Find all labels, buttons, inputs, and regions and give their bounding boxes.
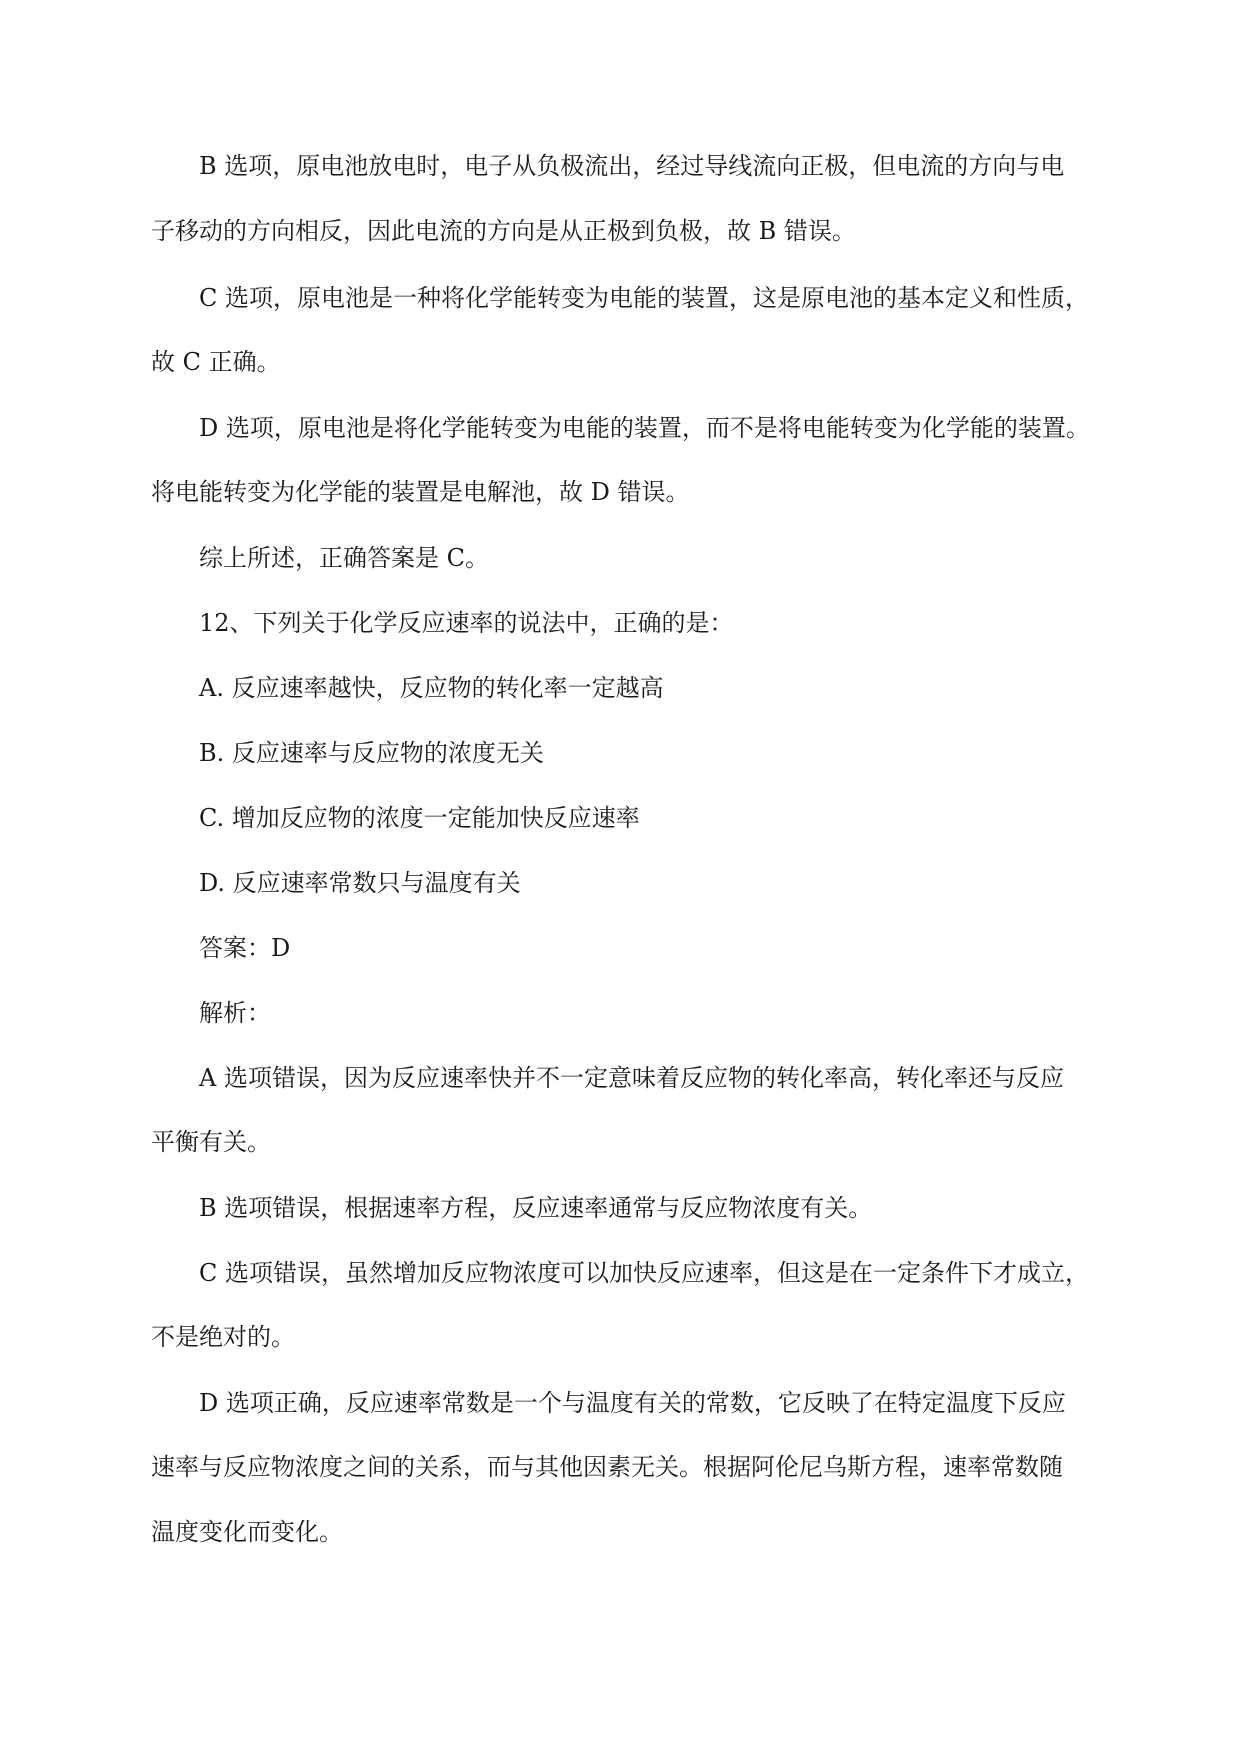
- paragraph-d-option-line-1: D 选项，原电池是将化学能转变为电能的装置，而不是将电能转变为化学能的装置。: [199, 414, 1090, 442]
- question-12-option-c: C. 增加反应物的浓度一定能加快反应速率: [199, 804, 640, 832]
- analysis-d-line-3: 温度变化而变化。: [151, 1518, 343, 1546]
- paragraph-d-option-line-2: 将电能转变为化学能的装置是电解池，故 D 错误。: [151, 478, 690, 506]
- analysis-a-line-2: 平衡有关。: [151, 1128, 271, 1156]
- question-12-option-d: D. 反应速率常数只与温度有关: [199, 869, 521, 897]
- analysis-c-line-1: C 选项错误，虽然增加反应物浓度可以加快反应速率，但这是在一定条件下才成立，: [199, 1259, 1089, 1287]
- analysis-a-line-1: A 选项错误，因为反应速率快并不一定意味着反应物的转化率高，转化率还与反应: [199, 1064, 1064, 1092]
- paragraph-b-option-line-1: B 选项，原电池放电时，电子从负极流出，经过导线流向正极，但电流的方向与电: [199, 152, 1065, 180]
- paragraph-b-option-line-2: 子移动的方向相反，因此电流的方向是从正极到负极，故 B 错误。: [151, 217, 856, 245]
- question-12-option-a: A. 反应速率越快，反应物的转化率一定越高: [199, 674, 664, 702]
- question-12-stem: 12、下列关于化学反应速率的说法中，正确的是：: [199, 609, 734, 637]
- analysis-d-line-1: D 选项正确，反应速率常数是一个与温度有关的常数，它反映了在特定温度下反应: [199, 1389, 1066, 1417]
- analysis-d-line-2: 速率与反应物浓度之间的关系，而与其他因素无关。根据阿伦尼乌斯方程，速率常数随: [151, 1453, 1063, 1481]
- analysis-c-line-2: 不是绝对的。: [151, 1323, 295, 1351]
- question-12-answer: 答案：D: [199, 934, 291, 962]
- question-12-option-b: B. 反应速率与反应物的浓度无关: [199, 739, 544, 767]
- question-12-analysis-label: 解析：: [199, 999, 271, 1027]
- paragraph-c-option-line-2: 故 C 正确。: [151, 348, 281, 376]
- analysis-b: B 选项错误，根据速率方程，反应速率通常与反应物浓度有关。: [199, 1194, 873, 1222]
- summary-text: 综上所述，正确答案是 C。: [199, 544, 489, 572]
- paragraph-c-option-line-1: C 选项，原电池是一种将化学能转变为电能的装置，这是原电池的基本定义和性质，: [199, 284, 1089, 312]
